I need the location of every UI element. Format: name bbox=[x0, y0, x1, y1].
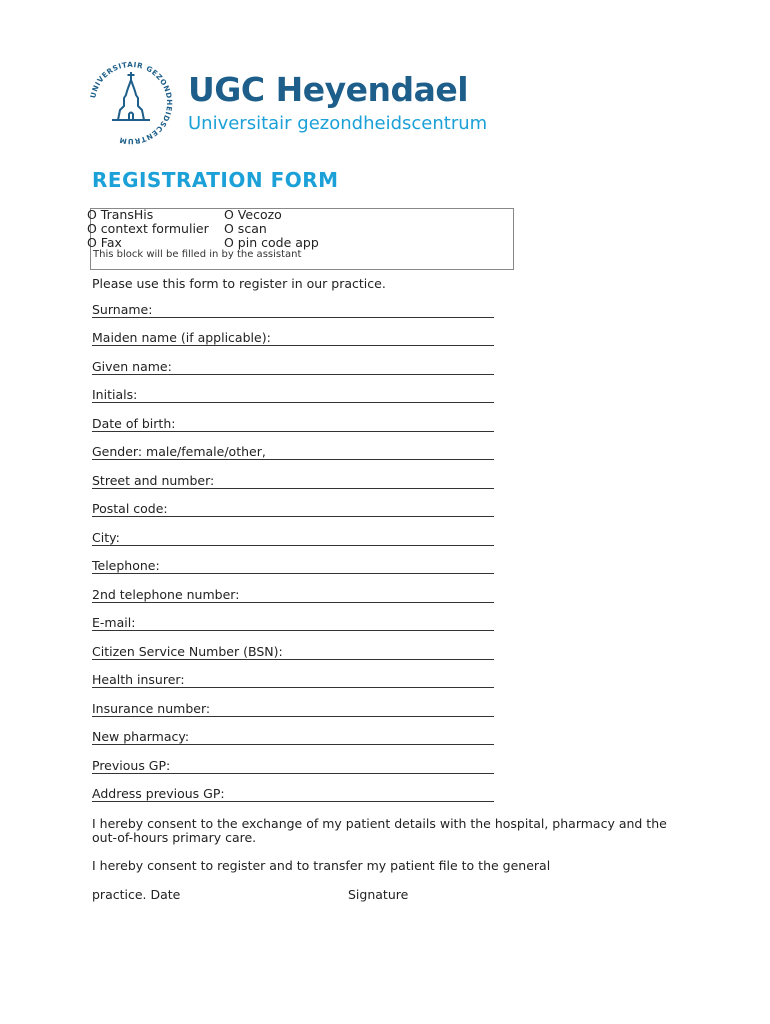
health-insurer-field[interactable] bbox=[92, 672, 494, 690]
option-fax[interactable]: O Fax bbox=[87, 235, 122, 250]
field-label: Surname: bbox=[92, 302, 160, 317]
fill-line[interactable] bbox=[92, 431, 494, 432]
fill-line[interactable] bbox=[92, 659, 494, 660]
city-field[interactable] bbox=[92, 530, 494, 548]
previous-gp-field[interactable] bbox=[92, 758, 494, 776]
date-of-birth-field[interactable] bbox=[92, 416, 494, 434]
email-field[interactable] bbox=[92, 615, 494, 633]
field-label: City: bbox=[92, 530, 128, 545]
fill-line[interactable] bbox=[92, 744, 494, 745]
fill-line[interactable] bbox=[92, 488, 494, 489]
field-label: Gender: male/female/other, bbox=[92, 444, 274, 459]
assistant-note: This block will be filled in by the assistant bbox=[93, 249, 302, 260]
postal-code-field[interactable] bbox=[92, 501, 494, 519]
maiden-name-field[interactable] bbox=[92, 330, 494, 348]
fill-line[interactable] bbox=[92, 602, 494, 603]
fill-line[interactable] bbox=[92, 687, 494, 688]
ugc-seal-icon bbox=[86, 58, 176, 148]
address-previous-gp-field[interactable] bbox=[92, 786, 494, 804]
fill-line[interactable] bbox=[92, 345, 494, 346]
field-label: Telephone: bbox=[92, 558, 168, 573]
field-label: Street and number: bbox=[92, 473, 222, 488]
ugc-logo bbox=[86, 58, 516, 148]
field-label: Address previous GP: bbox=[92, 786, 233, 801]
field-label: Citizen Service Number (BSN): bbox=[92, 644, 291, 659]
fill-line[interactable] bbox=[92, 630, 494, 631]
option-vecozo[interactable]: O Vecozo bbox=[224, 207, 282, 222]
intro-text: Please use this form to register in our practice. bbox=[92, 276, 386, 291]
brand-name: UGC Heyendael bbox=[188, 70, 469, 109]
street-number-field[interactable] bbox=[92, 473, 494, 491]
seal-text: UNIVERSITAIR GEZONDHEIDSCENTRUM bbox=[88, 59, 175, 147]
field-label: Previous GP: bbox=[92, 758, 178, 773]
fill-line[interactable] bbox=[92, 716, 494, 717]
initials-field[interactable] bbox=[92, 387, 494, 405]
telephone-field[interactable] bbox=[92, 558, 494, 576]
consent-register-text: I hereby consent to register and to transfer my patient file to the general bbox=[92, 858, 551, 873]
signature-label: Signature bbox=[348, 887, 409, 902]
fill-line[interactable] bbox=[92, 374, 494, 375]
given-name-field[interactable] bbox=[92, 359, 494, 377]
field-label: Maiden name (if applicable): bbox=[92, 330, 279, 345]
field-label: Insurance number: bbox=[92, 701, 218, 716]
option-transhis[interactable]: O TransHis bbox=[87, 207, 154, 222]
fill-line[interactable] bbox=[92, 459, 494, 460]
field-label: E-mail: bbox=[92, 615, 143, 630]
field-label: Initials: bbox=[92, 387, 145, 402]
gender-field[interactable] bbox=[92, 444, 494, 462]
form-title: REGISTRATION FORM bbox=[92, 168, 339, 192]
field-label: New pharmacy: bbox=[92, 729, 197, 744]
fill-line[interactable] bbox=[92, 516, 494, 517]
consent-exchange-text: I hereby consent to the exchange of my patient details with the hospital, pharmacy and the out-of-hours primary care. bbox=[92, 816, 667, 845]
insurance-number-field[interactable] bbox=[92, 701, 494, 719]
practice-date-label: practice. Date bbox=[92, 887, 181, 902]
second-telephone-field[interactable] bbox=[92, 587, 494, 605]
fill-line[interactable] bbox=[92, 545, 494, 546]
field-label: Health insurer: bbox=[92, 672, 193, 687]
fill-line[interactable] bbox=[92, 573, 494, 574]
field-label: Date of birth: bbox=[92, 416, 183, 431]
fill-line[interactable] bbox=[92, 773, 494, 774]
new-pharmacy-field[interactable] bbox=[92, 729, 494, 747]
brand-subtitle: Universitair gezondheidscentrum bbox=[188, 113, 488, 134]
option-scan[interactable]: O scan bbox=[224, 221, 267, 236]
fill-line[interactable] bbox=[92, 801, 494, 802]
option-pin-code-app[interactable]: O pin code app bbox=[224, 235, 319, 250]
field-label: Postal code: bbox=[92, 501, 176, 516]
surname-field[interactable] bbox=[92, 302, 494, 320]
fill-line[interactable] bbox=[92, 402, 494, 403]
bsn-field[interactable] bbox=[92, 644, 494, 662]
assistant-block bbox=[87, 207, 514, 270]
option-context-formulier[interactable]: O context formulier bbox=[87, 221, 209, 236]
field-label: 2nd telephone number: bbox=[92, 587, 247, 602]
fill-line[interactable] bbox=[92, 317, 494, 318]
field-label: Given name: bbox=[92, 359, 180, 374]
